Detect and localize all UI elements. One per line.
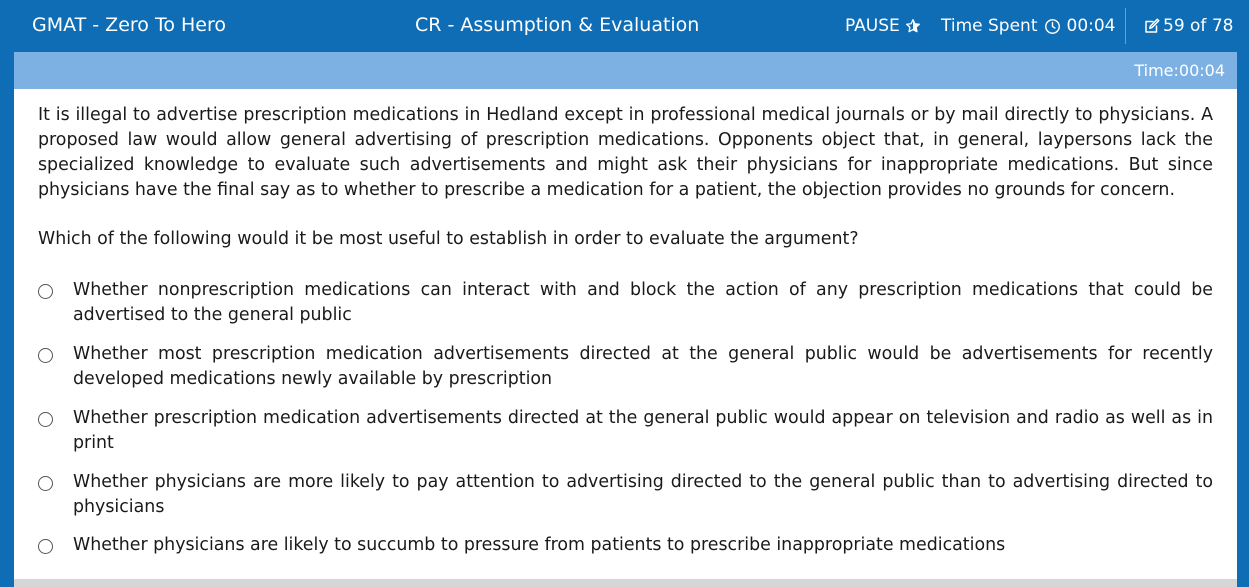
header-bar [0, 0, 1249, 52]
radio-button[interactable] [38, 412, 53, 427]
time-spent-value: 00:04 [1066, 16, 1116, 36]
question-progress[interactable] [1143, 16, 1233, 36]
section-title: CR - Assumption & Evaluation [415, 14, 700, 36]
app-title: GMAT - Zero To Hero [32, 14, 226, 36]
radio-button[interactable] [38, 348, 53, 363]
answer-option-text: Whether physicians are likely to succumb to pressure from patients to prescribe inappropriate medications [73, 535, 1006, 555]
answer-option-text: Whether most prescription medication advertisements directed at the general public would be advertisements for recently developed medications newly available by prescription [73, 344, 1213, 389]
question-timer: Time:00:04 [1134, 61, 1225, 80]
question-progress-text: 59 of 78 [1163, 16, 1234, 36]
time-spent-label: Time Spent [941, 16, 1038, 36]
answer-option-text: Whether physicians are more likely to pay attention to advertising directed to the general public than to advertising directed to physicians [73, 472, 1213, 517]
time-spent [941, 16, 1116, 36]
radio-button[interactable] [38, 284, 53, 299]
radio-button[interactable] [38, 539, 53, 554]
star-icon[interactable] [905, 18, 921, 34]
pause-label: PAUSE [845, 16, 900, 36]
radio-button[interactable] [38, 476, 53, 491]
question-stem: Which of the following would it be most useful to establish in order to evaluate the argument? [38, 229, 859, 249]
clock-icon [1044, 18, 1061, 35]
timer-bar [14, 52, 1237, 89]
answer-option[interactable] [38, 278, 1213, 328]
pause-button[interactable] [845, 16, 921, 36]
answer-option[interactable] [38, 533, 1213, 558]
question-panel [14, 89, 1237, 579]
answer-option-text: Whether prescription medication advertisements directed at the general public would appear on television and radio as well as in print [73, 408, 1213, 453]
header-divider [1125, 8, 1126, 44]
bottom-bar [14, 579, 1237, 587]
question-passage: It is illegal to advertise prescription medications in Hedland except in professional medical journals or by mail directly to physicians. A proposed law would allow general advertising of prescription medications. Opponents object that, in general, laypersons lack the specialized knowledge to evaluate such advertisements and might ask their physicians for inappropriate medications. But since physicians have the final say as to whether to prescribe a medication for a patient, the objection provides no grounds for concern. [38, 105, 1213, 200]
answer-option[interactable] [38, 342, 1213, 392]
answer-option-text: Whether nonprescription medications can interact with and block the action of any prescription medications that could be advertised to the general public [73, 280, 1213, 325]
edit-icon[interactable] [1143, 17, 1161, 35]
answer-option[interactable] [38, 470, 1213, 520]
answer-option[interactable] [38, 406, 1213, 456]
